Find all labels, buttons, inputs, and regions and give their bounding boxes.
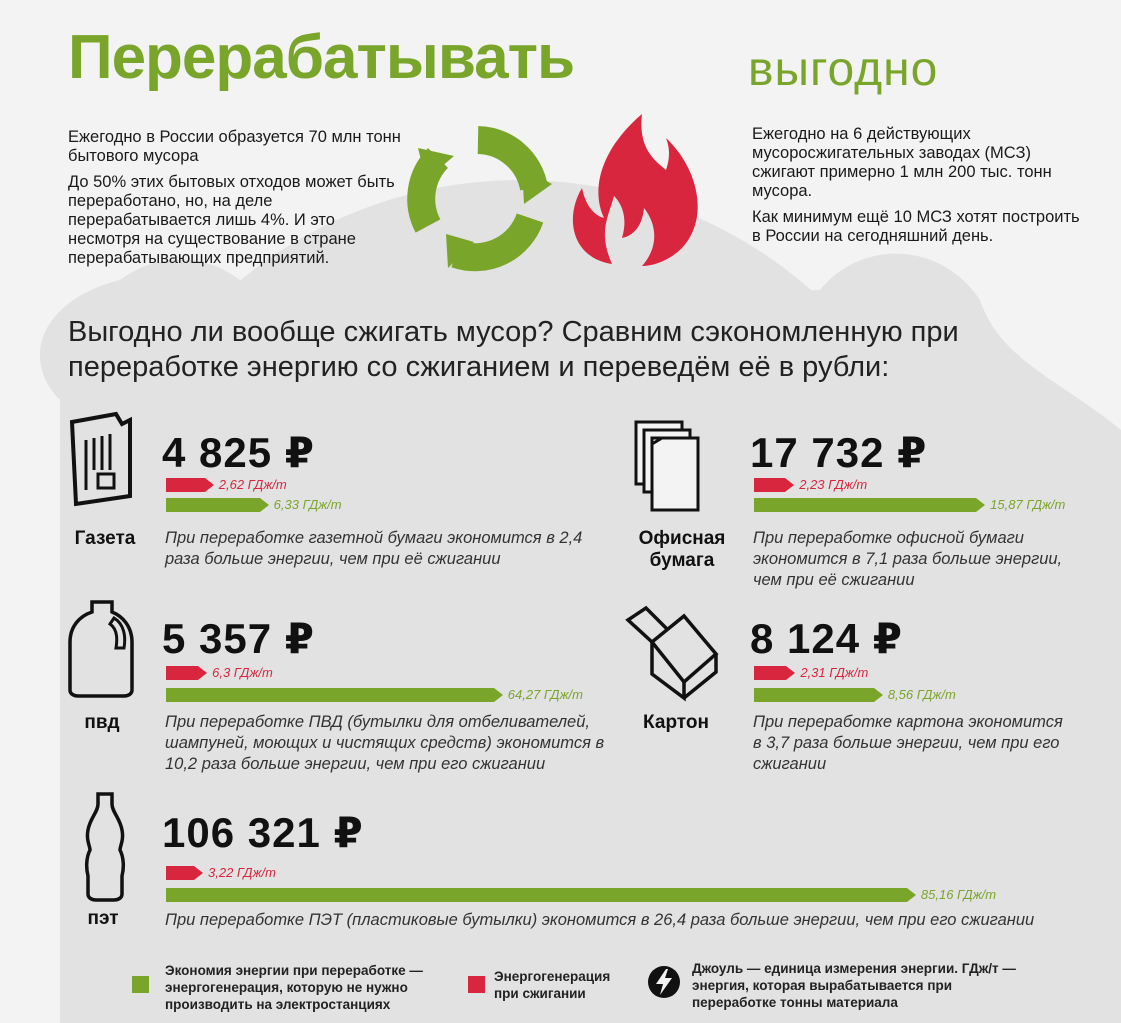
- cardboard-box-icon: [622, 602, 722, 702]
- note-hdpe: При переработке ПВД (бутылки для отбеливателей, шампуней, моющих и чистящих средств) экономится в 10,2 раза больше энергии, чем при его сжигании: [165, 713, 605, 773]
- value-recycle-newspaper: 6,33 ГДж/т: [273, 497, 342, 512]
- price-office-paper: 17 732 ₽: [750, 429, 928, 476]
- value-burn-cardboard: 2,31 ГДж/т: [800, 665, 869, 680]
- value-recycle-cardboard: 8,56 ГДж/т: [887, 687, 956, 702]
- intro-right-p2: Как минимум ещё 10 МСЗ хотят построить в России на сегодняшний день.: [752, 208, 1080, 245]
- category-label-office-paper: Офисная бумага: [638, 528, 726, 571]
- bar-recycle-cardboard: [754, 688, 874, 702]
- legend-red-swatch: [468, 976, 485, 993]
- bar-burn-newspaper: [166, 478, 205, 492]
- bar-recycle-hdpe: [166, 688, 494, 702]
- note-newspaper: При переработке газетной бумаги экономится в 2,4 раза больше энергии, чем при её сжигании: [165, 529, 583, 568]
- price-newspaper: 4 825 ₽: [162, 429, 315, 476]
- price-hdpe: 5 357 ₽: [162, 615, 315, 662]
- bar-recycle-newspaper: [166, 498, 260, 512]
- legend-joule-text: Джоуль — единица измерения энергии. ГДж/т — энергия, которая вырабатывается при переработке тонны материала: [692, 961, 1016, 1010]
- note-cardboard: При переработке картона экономится в 3,7 раза больше энергии, чем при его сжигании: [753, 713, 1063, 773]
- value-burn-pet: 3,22 ГДж/т: [208, 865, 276, 880]
- category-label-hdpe: пвд: [84, 712, 120, 733]
- hdpe-jug-icon: [66, 596, 136, 700]
- flame-icon: [562, 108, 712, 268]
- value-recycle-hdpe: 64,27 ГДж/т: [507, 687, 583, 702]
- category-label-newspaper: Газета: [74, 528, 136, 549]
- comparison-question: Выгодно ли вообще сжигать мусор? Сравним сэкономленную при переработке энергию со сжиганием и переведём её в рубли:: [68, 316, 959, 383]
- category-label-cardboard: Картон: [643, 712, 709, 733]
- page-subtitle: выгодно: [748, 43, 939, 96]
- office-paper-icon: [632, 418, 704, 514]
- bar-burn-hdpe: [166, 666, 198, 680]
- price-pet: 106 321 ₽: [162, 809, 364, 856]
- bar-recycle-office-paper: [754, 498, 976, 512]
- bar-burn-pet: [166, 866, 194, 880]
- lightning-icon: [646, 964, 682, 1000]
- value-burn-hdpe: 6,3 ГДж/т: [212, 665, 273, 680]
- value-burn-newspaper: 2,62 ГДж/т: [218, 477, 287, 492]
- value-recycle-pet: 85,16 ГДж/т: [920, 887, 997, 902]
- intro-right: [752, 125, 1082, 253]
- legend-green-text: Экономия энергии при переработке — энергогенерация, которую не нужно производить на электростанциях: [165, 963, 423, 1012]
- pet-bottle-icon: [80, 790, 130, 902]
- newspaper-icon: [66, 410, 136, 510]
- bar-burn-office-paper: [754, 478, 785, 492]
- legend-red-text: Энергогенерация при сжигании: [494, 969, 611, 1001]
- intro-right-p1: Ежегодно на 6 действующих мусоросжигательных заводах (МСЗ) сжигают примерно 1 млн 200 тыс. тонн мусора.: [752, 125, 1052, 200]
- price-cardboard: 8 124 ₽: [750, 615, 903, 662]
- bar-burn-cardboard: [754, 666, 786, 680]
- intro-left-p1: Ежегодно в России образуется 70 млн тонн бытового мусора: [68, 128, 401, 165]
- bar-recycle-pet: [166, 888, 907, 902]
- value-burn-office-paper: 2,23 ГДж/т: [799, 477, 868, 492]
- note-office-paper: При переработке офисной бумаги экономится в 7,1 раза больше энергии, чем при её сжигании: [753, 529, 1063, 589]
- intro-left: [68, 128, 408, 275]
- intro-left-p2: До 50% этих бытовых отходов может быть переработано, но, на деле перерабатывается лишь 4%. И это несмотря на существование в стране перерабатывающих предприятий.: [68, 173, 395, 267]
- value-recycle-office-paper: 15,87 ГДж/т: [990, 497, 1066, 512]
- note-pet: При переработке ПЭТ (пластиковые бутылки) экономится в 26,4 раза больше энергии, чем при его сжигании: [165, 911, 1035, 929]
- legend-green-swatch: [132, 976, 149, 993]
- category-label-pet: пэт: [87, 908, 119, 929]
- page-title: Перерабатывать: [68, 23, 575, 92]
- recycle-arrows-icon: [398, 118, 558, 278]
